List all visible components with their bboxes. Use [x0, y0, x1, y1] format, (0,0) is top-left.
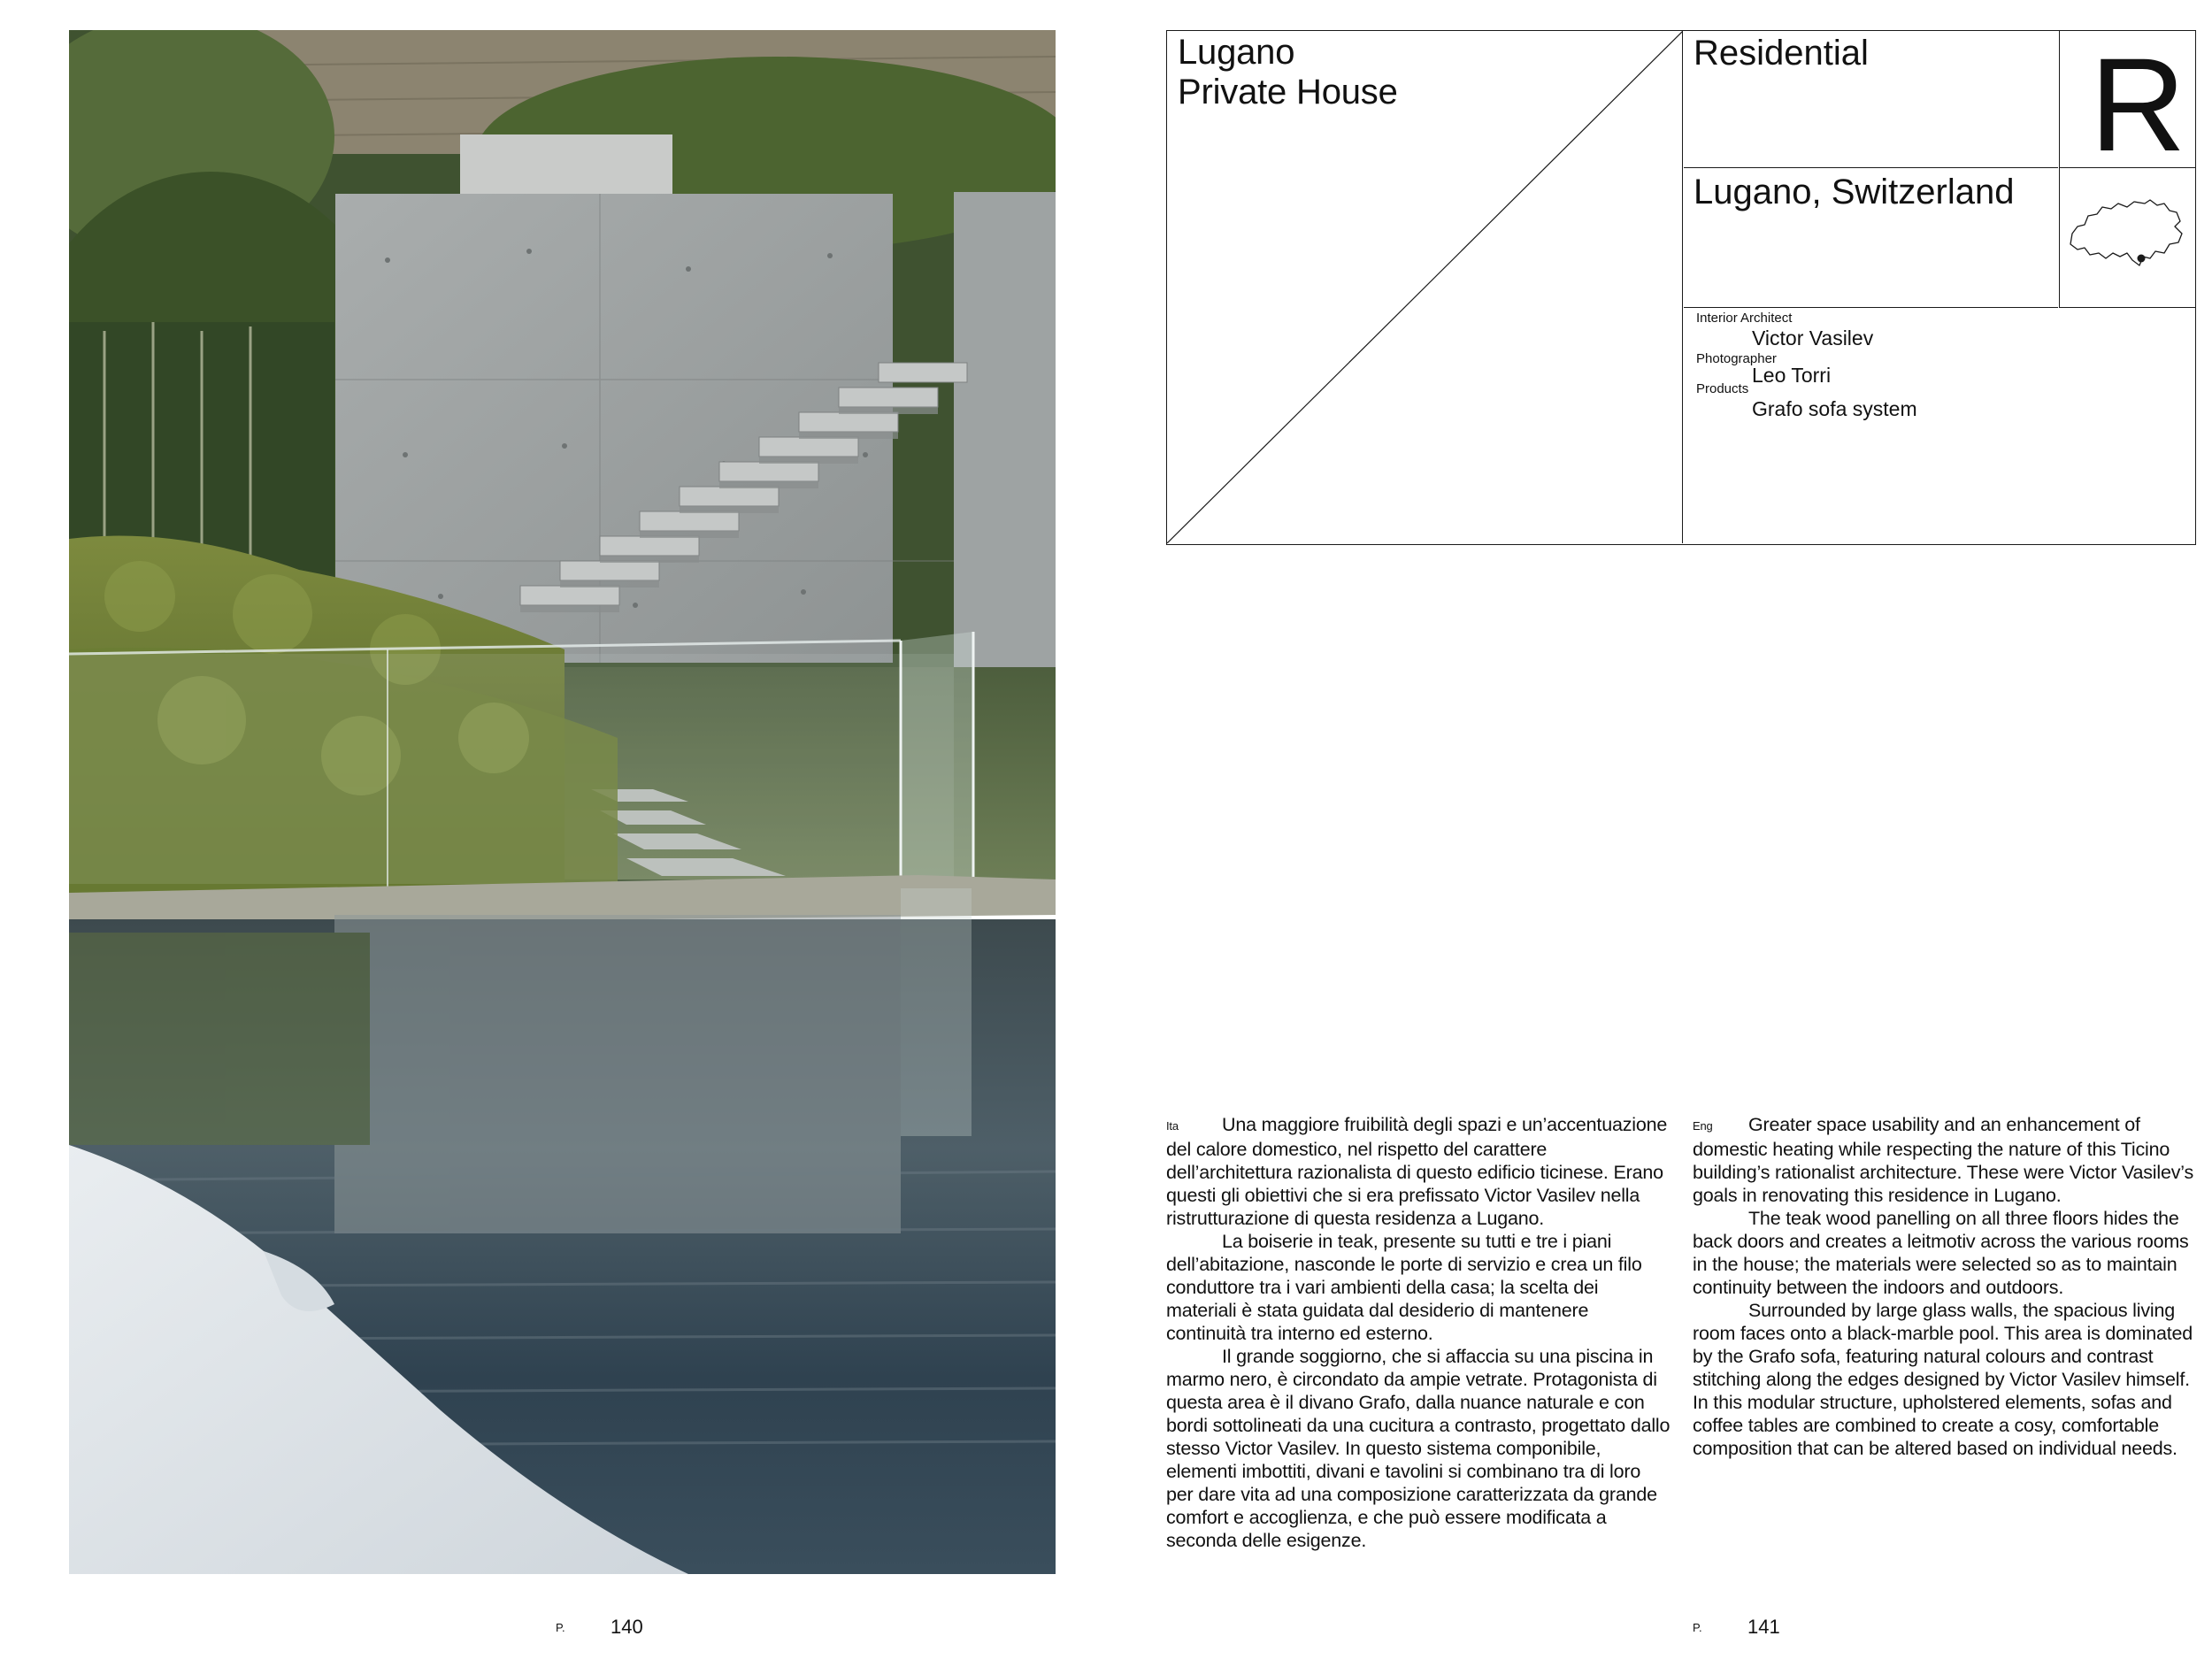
category-cell: [1684, 31, 2058, 168]
page-number-value: 141: [1747, 1616, 1780, 1638]
english-paragraph: Surrounded by large glass walls, the spacious living room faces onto a black-marble pool. This area is dominated by the Grafo sofa, featuring natural colours and contrast stitching along the edges designed by Victor Vasilev himself. In this modular structure, upholstered elements, sofas and coffee tables are combined to create a cosy, comfortable composition that can be altered based on individual needs.: [1693, 1300, 2193, 1459]
title-cell: [1167, 31, 1683, 543]
location-cell: [1684, 168, 2058, 308]
paragraph-text: Greater space usability and an enhancement of domestic heating while respecting the nature of this Ticino building’s rationalist architecture. These were Victor Vasilev’s goals in renovating this residence in Lugano.: [1693, 1114, 2193, 1206]
project-title-line-1: Lugano: [1178, 33, 1295, 72]
page-prefix: P.: [1693, 1621, 1702, 1634]
architecture-photo: [69, 30, 1056, 1574]
page-number-value: 140: [611, 1616, 643, 1638]
map-cell: [2059, 168, 2195, 308]
category-letter: R: [2090, 30, 2186, 179]
language-label: Eng: [1693, 1119, 1713, 1133]
category-letter-cell: [2059, 30, 2195, 179]
project-title: [1178, 33, 1398, 112]
switzerland-map-icon: [2065, 195, 2189, 274]
page-number-left: [556, 1614, 643, 1641]
credit-label: Interior Architect: [1696, 311, 1793, 326]
english-text-column: [1693, 1113, 2197, 1460]
english-paragraph: The teak wood panelling on all three floors hides the back doors and creates a leitmotiv across the various rooms in the house; the materials were selected so as to maintain continuity between the indoors and outdoors.: [1693, 1208, 2189, 1298]
credit-value: Grafo sofa system: [1752, 397, 1917, 420]
page-prefix: P.: [556, 1621, 565, 1634]
category-label: Residential: [1694, 34, 1869, 73]
italian-text-column: [1166, 1113, 1671, 1552]
language-label: Ita: [1166, 1119, 1179, 1133]
italian-paragraph: La boiserie in teak, presente su tutti e tre i piani dell’abitazione, nasconde le porte di servizio e crea un filo conduttore tra i vari ambienti della casa; la scelta dei materiali è stata guidata dal desiderio di mantenere continuità tra interno ed esterno.: [1166, 1231, 1642, 1344]
project-title-block: [1166, 30, 2196, 545]
credit-label: Products: [1696, 381, 1749, 396]
credit-label: Photographer: [1696, 351, 1777, 366]
photo-illustration: [69, 30, 1056, 1574]
credits-list: [1684, 308, 2195, 543]
credit-value: Victor Vasilev: [1752, 326, 1874, 349]
italian-paragraph: Il grande soggiorno, che si affaccia su una piscina in marmo nero, è circondato da ampie vetrate. Protagonista di questa area è il divano Grafo, dalla nuance naturale e con bordi sottolineati da una cucitura a contrasto, progettato dallo stesso Victor Vasilev. In questo sistema componibile, elementi imbottiti, divani e tavolini si combinano tra di loro per dare vita ad una composizione caratterizzata da grande comfort e accoglienza, e che può essere modificata a seconda delle esigenze.: [1166, 1346, 1671, 1551]
paragraph-text: Una maggiore fruibilità degli spazi e un’accentuazione del calore domestico, nel rispetto del carattere dell’architettura razionalista di questo edificio ticinese. Erano questi gli obiettivi che si era prefissato Victor Vasilev nella ristrutturazione di questa residenza a Lugano.: [1166, 1114, 1668, 1229]
location-label: Lugano, Switzerland: [1694, 173, 2015, 211]
credit-value: Leo Torri: [1752, 364, 1832, 387]
credit-products: [1696, 381, 2195, 420]
page-number-right: [1693, 1614, 1780, 1641]
english-paragraph: [1693, 1113, 2197, 1207]
project-title-line-2: Private House: [1178, 73, 1398, 111]
credit-interior-architect: [1696, 311, 2195, 349]
italian-paragraph: [1166, 1113, 1671, 1230]
